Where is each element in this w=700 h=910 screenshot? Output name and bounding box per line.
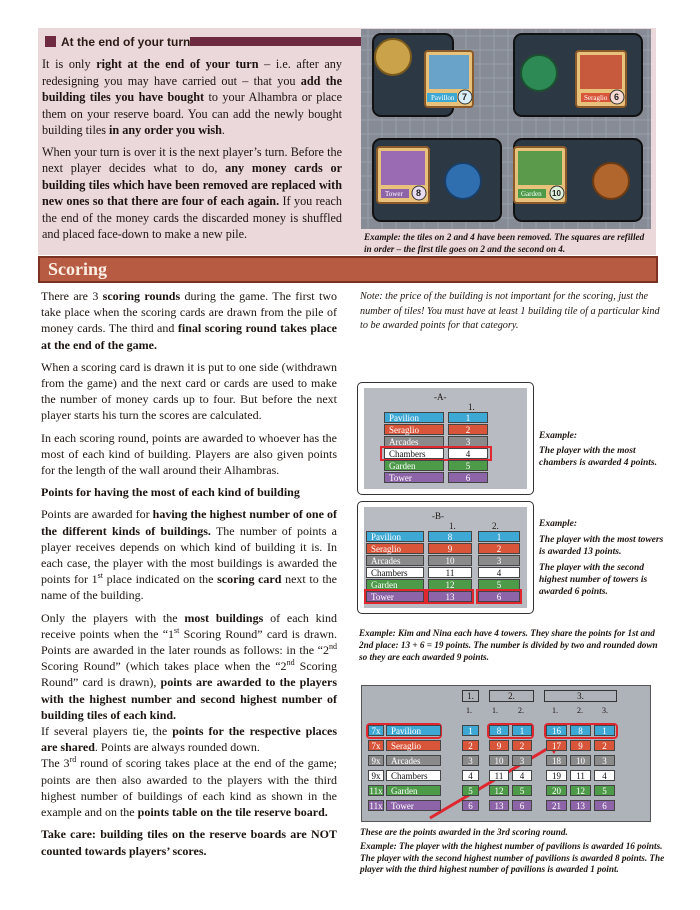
tile-label-pavillon: Pavillon <box>431 94 455 102</box>
blue-coin <box>445 163 481 199</box>
round3-row <box>362 800 650 812</box>
round3-sub-r2a: 1. <box>492 706 498 715</box>
round3-row-r2a: 9 <box>489 740 509 751</box>
round3-row-name: Arcades <box>386 755 441 766</box>
card-a-title: -A- <box>434 392 447 402</box>
card-a-row-name: Arcades <box>384 436 444 447</box>
round3-row-name: Chambers <box>386 770 441 781</box>
heading-rule <box>190 37 386 46</box>
round3-row-name: Pavilion <box>386 725 441 736</box>
card-b-row-name: Pavilion <box>366 531 424 542</box>
card-b-row-name: Garden <box>366 579 424 590</box>
scoring-subheading: Points for having the most of each kind of building <box>41 485 300 500</box>
tile-price-tower: 8 <box>416 188 422 198</box>
end-turn-paragraph-1: It is only right at the end of your turn – i.e. after any redesigning you may have carried out – that you add the building tiles you have bought to your Alhambra or place them on your reserve board. You can add the newly bought building tiles in any order you wish. <box>42 57 342 137</box>
card-a-row <box>364 424 527 435</box>
round3-row-r3a: 19 <box>546 770 567 781</box>
card-b-row-name: Tower <box>366 591 424 602</box>
gold-coin <box>375 39 411 75</box>
scoring-paragraph-1: There are 3 scoring rounds during the game. The first two take place when the scoring cards are drawn from the pile of money cards. The third and final scoring round takes place at the end of the game. <box>41 289 337 352</box>
card-a-row-name: Pavilion <box>384 412 444 423</box>
round3-header-2: 2. <box>489 690 534 702</box>
round3-row-name: Tower <box>386 800 441 811</box>
round3-row <box>362 740 650 752</box>
card-a-row-name: Tower <box>384 472 444 483</box>
card-a-example-title: Example: <box>539 431 577 441</box>
round3-header-1: 1. <box>462 690 479 702</box>
tile-price-garden: 10 <box>552 189 561 198</box>
board-illustration-svg <box>361 29 651 229</box>
card-a-row <box>364 436 527 447</box>
card-a-row-name: Chambers <box>384 448 444 459</box>
round3-row-count: 11x <box>369 801 383 811</box>
card-a-row-value: 6 <box>448 472 488 483</box>
round3-sub-r3c: 3. <box>602 706 608 715</box>
round3-row-r2b: 5 <box>512 785 532 796</box>
round3-row-r3c: 1 <box>594 725 615 736</box>
round3-row-count: 9x <box>368 770 384 781</box>
round3-row-r3a: 21 <box>546 800 567 811</box>
scoring-paragraph-2: When a scoring card is drawn it is put to one side (withdrawn from the game) and the next card or cards are used to make the number of money cards up to four. But before the next player starts his turn the scores are calculated. <box>41 359 337 423</box>
scoring-paragraph-4: Points are awarded for having the highest number of one of the different kinds of buildings. The number of points a player receives depends on which kind of building it is. In each case, the player with the most buildings is awarded the points for 1st place indicated on the scoring card next to the name of the building. <box>41 507 337 603</box>
round3-row-r2a: 13 <box>489 800 509 811</box>
card-a-row <box>364 460 527 471</box>
round3-sub-r3b: 2. <box>577 706 583 715</box>
card-b-row-value-2: 2 <box>478 543 520 554</box>
round3-row-count: 9x <box>368 755 384 766</box>
round3-row-r3a: 18 <box>546 755 567 766</box>
round3-row-r3c: 2 <box>594 740 615 751</box>
round3-row-r3c: 4 <box>594 770 615 781</box>
round3-row-r3a: 20 <box>546 785 567 796</box>
round3-row <box>362 785 650 797</box>
card-a-row <box>364 412 527 423</box>
round3-row <box>362 770 650 782</box>
card-b-row <box>364 591 527 602</box>
card-b-row-name: Chambers <box>366 567 424 578</box>
card-a-row-name: Seraglio <box>384 424 444 435</box>
round3-row-r2a: 8 <box>489 725 509 736</box>
card-a-col-1: 1. <box>468 402 475 412</box>
round3-row-r3b: 9 <box>570 740 591 751</box>
round3-row-r2a: 11 <box>489 770 509 781</box>
round3-row-r3c: 5 <box>594 785 615 796</box>
end-turn-paragraph-2: When your turn is over it is the next player’s turn. Before the next player decides what to do, any money cards or building tiles which have been removed are replaced with new ones so that there are four of each again. If you reach the end of the money cards the discarded money is shuffled and placed face-down to make a new pile. <box>42 144 342 241</box>
card-b-row <box>364 555 527 566</box>
board-caption: Example: the tiles on 2 and 4 have been removed. The squares are refilled in order – the first tile goes on 2 and the second on 4. <box>364 232 645 254</box>
round3-row-r3a: 16 <box>546 725 567 736</box>
tile-label-garden: Garden <box>521 190 542 198</box>
card-b-example-text-2: The player with the second highest number of towers is awarded 6 points. <box>539 563 648 597</box>
round3-row-r2b: 1 <box>512 725 532 736</box>
card-a-row-value: 5 <box>448 460 488 471</box>
round3-row-count: 11x <box>369 786 383 796</box>
round3-row-r1: 1 <box>462 725 479 736</box>
card-b-row-value-1: 13 <box>428 591 472 602</box>
scoring-paragraph-5: Only the players with the most buildings of each kind receive points when the “1st Scoring Round” card is drawn. Points are awarded in the later rounds as follows: in the “2nd Scoring Round” (which takes place when the “2nd Scoring Round” card is drawn), points are awarded to the players with the highest number and second highest number of building tiles of each kind. <box>41 610 338 722</box>
round3-row-name: Garden <box>386 785 441 796</box>
round3-row-r3b: 10 <box>570 755 591 766</box>
card-b-row <box>364 531 527 542</box>
round3-row-r3a: 17 <box>546 740 567 751</box>
tile-price-seraglio: 6 <box>614 92 620 102</box>
copper-coin <box>593 163 629 199</box>
card-b-row <box>364 579 527 590</box>
card-a-row-value: 3 <box>448 436 488 447</box>
round3-row-r1: 6 <box>462 800 479 811</box>
card-a-row-value: 4 <box>448 448 488 459</box>
card-b-frame <box>357 501 534 614</box>
card-b-row-value-2: 1 <box>478 531 520 542</box>
card-a-row <box>382 448 490 459</box>
round3-row <box>362 725 650 737</box>
card-b-row-value-2: 4 <box>478 567 520 578</box>
round3-sub-r2b: 2. <box>518 706 524 715</box>
card-b-col-2: 2. <box>492 521 499 531</box>
round3-row-r1: 2 <box>462 740 479 751</box>
card-b-row-value-1: 11 <box>428 567 472 578</box>
round3-sub-r3a: 1. <box>552 706 558 715</box>
round3-row-count: 7x <box>368 725 384 736</box>
round3-row-r3c: 3 <box>594 755 615 766</box>
round3-row-count: 7x <box>368 740 384 751</box>
round3-row-r2a: 12 <box>489 785 509 796</box>
card-b-col-1: 1. <box>449 521 456 531</box>
round3-row-r2b: 2 <box>512 740 532 751</box>
scoring-text <box>41 288 337 865</box>
round3-caption-1: These are the points awarded in the 3rd scoring round. <box>360 827 568 837</box>
round3-row-r2a: 10 <box>489 755 509 766</box>
round3-row-r3b: 11 <box>570 770 591 781</box>
card-b-example-text-1: The player with the most towers is awarded 13 points. <box>539 535 664 557</box>
round3-row-r2b: 3 <box>512 755 532 766</box>
scoring-paragraph-7: The 3rd round of scoring takes place at the end of the game; points are then also awarded to the players with the third highest number of buildings of each kind as shown in the example and on the points table on the tile reserve board. <box>41 755 337 820</box>
card-b-row-name: Arcades <box>366 555 424 566</box>
round3-row-r3b: 13 <box>570 800 591 811</box>
round3-row-r1: 4 <box>462 770 479 781</box>
round3-row <box>362 755 650 767</box>
round3-row-name: Seraglio <box>386 740 441 751</box>
tile-label-seraglio: Seraglio <box>584 94 608 102</box>
card-b-row-value-1: 10 <box>428 555 472 566</box>
card-b-row-value-1: 8 <box>428 531 472 542</box>
card-b <box>364 507 527 608</box>
round3-row-r3b: 8 <box>570 725 591 736</box>
card-a <box>364 388 527 489</box>
card-b-title: -B- <box>432 511 444 521</box>
card-b-row <box>364 567 527 578</box>
scoring-paragraph-8: Take care: building tiles on the reserve boards are NOT counted towards players’ scores. <box>41 827 337 858</box>
tile-price-pavillon: 7 <box>462 92 468 102</box>
board-illustration <box>361 29 651 229</box>
round3-caption-2: Example: The player with the highest number of pavilions is awarded 16 points. The player with the second highest number of pavilions is awarded 8 points. The player with the third highest number of pavilions is awarded 1 point. <box>360 841 665 874</box>
scoring-heading: Scoring <box>48 259 108 279</box>
card-a-frame <box>357 382 534 495</box>
round3-row-r2b: 6 <box>512 800 532 811</box>
scoring-paragraph-6: If several players tie, the points for the respective places are shared. Points are always rounded down. <box>41 724 338 755</box>
heading-square-icon <box>45 36 56 47</box>
round3-row-r3b: 12 <box>570 785 591 796</box>
card-b-example-title: Example: <box>539 519 577 529</box>
card-a-row-value: 1 <box>448 412 488 423</box>
scoring-paragraph-3: In each scoring round, points are awarded to whoever has the most of each kind of building. Players are also given points for the length of the wall around their Alhambras. <box>41 430 337 478</box>
card-b-row-value-2: 6 <box>478 591 520 602</box>
round3-row-r1: 3 <box>462 755 479 766</box>
card-b-row-name: Seraglio <box>366 543 424 554</box>
end-turn-text <box>42 56 342 248</box>
tile-label-tower: Tower <box>385 190 403 198</box>
card-a-row-value: 2 <box>448 424 488 435</box>
round3-row-r2b: 4 <box>512 770 532 781</box>
card-a-row-name: Garden <box>384 460 444 471</box>
card-b-row-value-2: 3 <box>478 555 520 566</box>
card-b-caption: Example: Kim and Nina each have 4 towers. They share the points for 1st and 2nd place: 13 + 6 = 19 points. The number is divided by two and rounded down so they are each awarded 9 points. <box>359 628 658 662</box>
card-b-row-value-1: 9 <box>428 543 472 554</box>
round3-sub-r1: 1. <box>466 706 472 715</box>
green-coin <box>521 55 557 91</box>
card-b-row <box>364 543 527 554</box>
round3-table <box>361 685 651 822</box>
round3-header-3: 3. <box>544 690 617 702</box>
scoring-heading-bar <box>38 256 658 283</box>
card-a-example-text: The player with the most chambers is awarded 4 points. <box>539 446 657 468</box>
scoring-note: Note: the price of the building is not important for the scoring, just the number of tiles! You must have at least 1 building tile of a particular kind to be awarded points for that category. <box>360 291 660 331</box>
card-b-row-value-1: 12 <box>428 579 472 590</box>
card-b-row-value-2: 5 <box>478 579 520 590</box>
end-turn-heading: At the end of your turn <box>45 33 340 51</box>
card-a-row <box>364 472 527 483</box>
round3-row-r1: 5 <box>462 785 479 796</box>
round3-row-r3c: 6 <box>594 800 615 811</box>
